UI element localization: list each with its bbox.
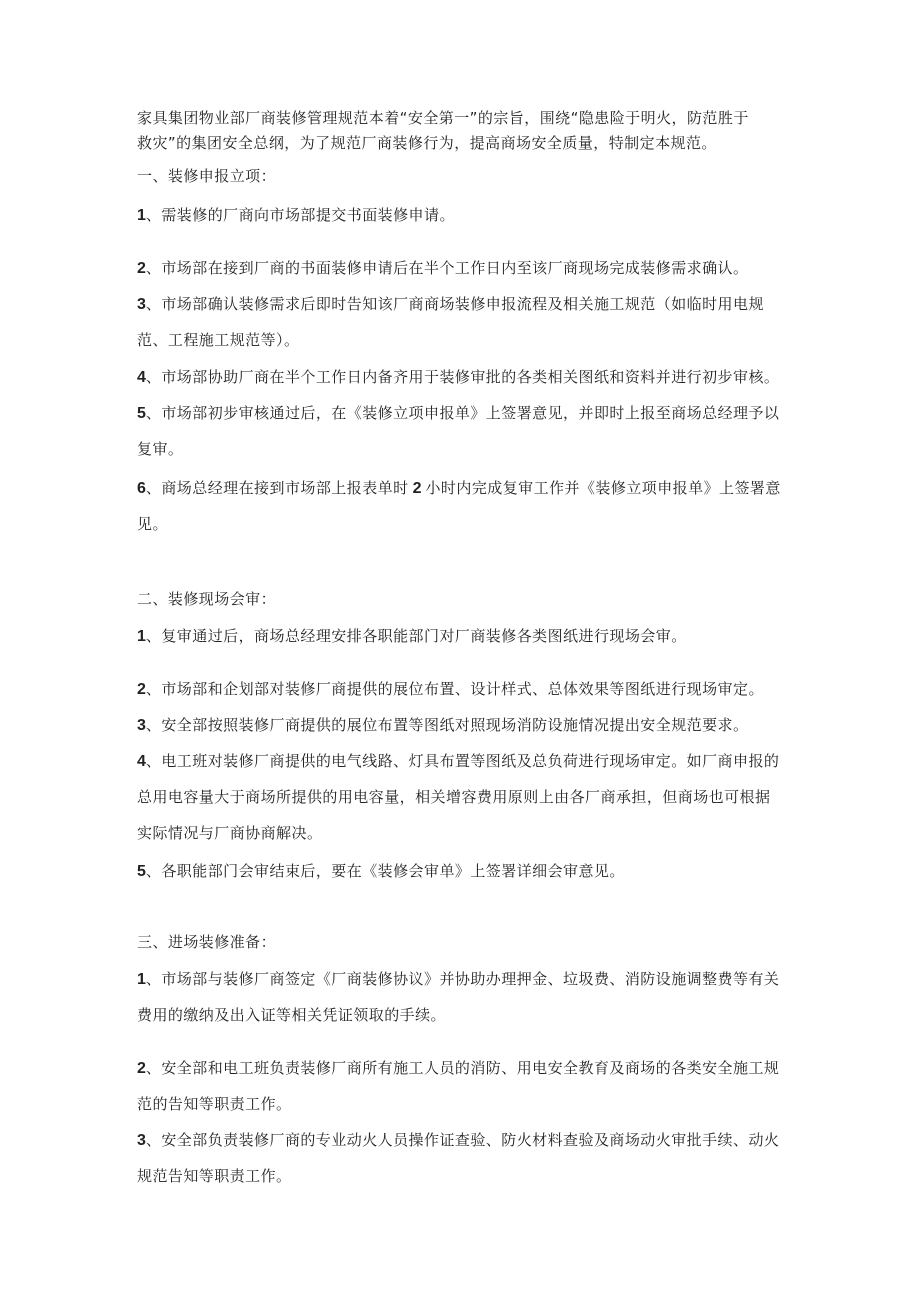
item-number: 4 [137, 753, 146, 770]
item-text: 、安全部负责装修厂商的专业动火人员操作证查验、防火材料查验及商场动火审批手续、动火 [145, 1131, 780, 1149]
inline-number: 2 [412, 480, 422, 497]
item-text: 、安全部按照装修厂商提供的展位布置等图纸对照现场消防设施情况提出安全规范要求。 [145, 716, 749, 734]
section-1-item-4 [137, 367, 779, 388]
section-2-item-4-cont-1: 总用电容量大于商场所提供的用电容量，相关增容费用原则上由各厂商承担，但商场也可根据 [137, 788, 771, 806]
section-3-item-2 [137, 1058, 779, 1079]
section-2-item-2 [137, 679, 764, 700]
item-text: 、市场部在接到厂商的书面装修申请后在半个工作日内至该厂商现场完成装修需求确认。 [145, 259, 749, 277]
item-number: 3 [137, 296, 146, 313]
intro-line-2: 救灾”的集团安全总纲，为了规范厂商装修行为，提高商场安全质量，特制定本规范。 [137, 134, 717, 152]
section-3-item-3-cont: 规范告知等职责工作。 [137, 1167, 292, 1185]
item-text: 、市场部协助厂商在半个工作日内备齐用于装修审批的各类相关图纸和资料并进行初步审核。 [145, 368, 780, 386]
item-number: 2 [137, 260, 146, 277]
section-2-item-4 [137, 751, 779, 772]
item-number: 5 [137, 405, 146, 422]
section-2-heading: 二、装修现场会审： [137, 590, 277, 608]
item-number: 1 [137, 207, 146, 224]
section-1-item-2 [137, 258, 748, 279]
section-2-item-4-cont-2: 实际情况与厂商协商解决。 [137, 824, 323, 842]
section-2-item-3 [137, 715, 748, 736]
item-text: 、市场部确认装修需求后即时告知该厂商商场装修申报流程及相关施工规范（如临时用电规 [145, 295, 764, 313]
item-text: 、市场部和企划部对装修厂商提供的展位布置、设计样式、总体效果等图纸进行现场审定。 [145, 680, 764, 698]
section-1-heading: 一、装修申报立项： [137, 167, 277, 185]
section-3-heading: 三、进场装修准备： [137, 933, 277, 951]
item-text: 、市场部初步审核通过后，在《装修立项申报单》上签署意见，并即时上报至商场总经理予以 [145, 404, 780, 422]
section-2-item-5 [137, 861, 625, 882]
item-text: 、需装修的厂商向市场部提交书面装修申请。 [145, 206, 455, 224]
item-text: 、商场总经理在接到市场部上报表单时 [145, 479, 409, 497]
item-text: 、复审通过后，商场总经理安排各职能部门对厂商装修各类图纸进行现场会审。 [145, 627, 687, 645]
section-1-item-5-cont: 复审。 [137, 440, 184, 458]
item-number: 3 [137, 1132, 146, 1149]
section-3-item-1-cont: 费用的缴纳及出入证等相关凭证领取的手续。 [137, 1006, 447, 1024]
section-3-item-1 [137, 969, 779, 990]
item-text: 、安全部和电工班负责装修厂商所有施工人员的消防、用电安全教育及商场的各类安全施工规 [145, 1059, 780, 1077]
intro-line-1: 家具集团物业部厂商装修管理规范本着“安全第一”的宗旨，围绕“隐患险于明火，防范胜于 [137, 109, 749, 127]
section-1-item-1 [137, 205, 455, 226]
item-number: 5 [137, 863, 146, 880]
section-1-item-3-cont: 范、工程施工规范等）。 [137, 331, 300, 349]
item-text: 、市场部与装修厂商签定《厂商装修协议》并协助办理押金、垃圾费、消防设施调整费等有关 [145, 970, 780, 988]
item-text: 、电工班对装修厂商提供的电气线路、灯具布置等图纸及总负荷进行现场审定。如厂商申报的 [145, 752, 780, 770]
section-1-item-6 [137, 478, 781, 499]
item-text: 、各职能部门会审结束后，要在《装修会审单》上签署详细会审意见。 [145, 862, 625, 880]
section-1-item-5 [137, 403, 779, 424]
section-3-item-3 [137, 1130, 779, 1151]
section-1-item-3 [137, 294, 764, 315]
section-3-item-2-cont: 范的告知等职责工作。 [137, 1095, 292, 1113]
section-1-item-6-cont: 见。 [137, 515, 168, 533]
item-number: 1 [137, 628, 146, 645]
item-number: 4 [137, 369, 146, 386]
section-2-item-1 [137, 626, 687, 647]
item-number: 3 [137, 717, 146, 734]
item-number: 2 [137, 681, 146, 698]
item-number: 2 [137, 1060, 146, 1077]
item-text: 小时内完成复审工作并《装修立项申报单》上签署意 [425, 479, 781, 497]
item-number: 6 [137, 480, 146, 497]
item-number: 1 [137, 971, 146, 988]
